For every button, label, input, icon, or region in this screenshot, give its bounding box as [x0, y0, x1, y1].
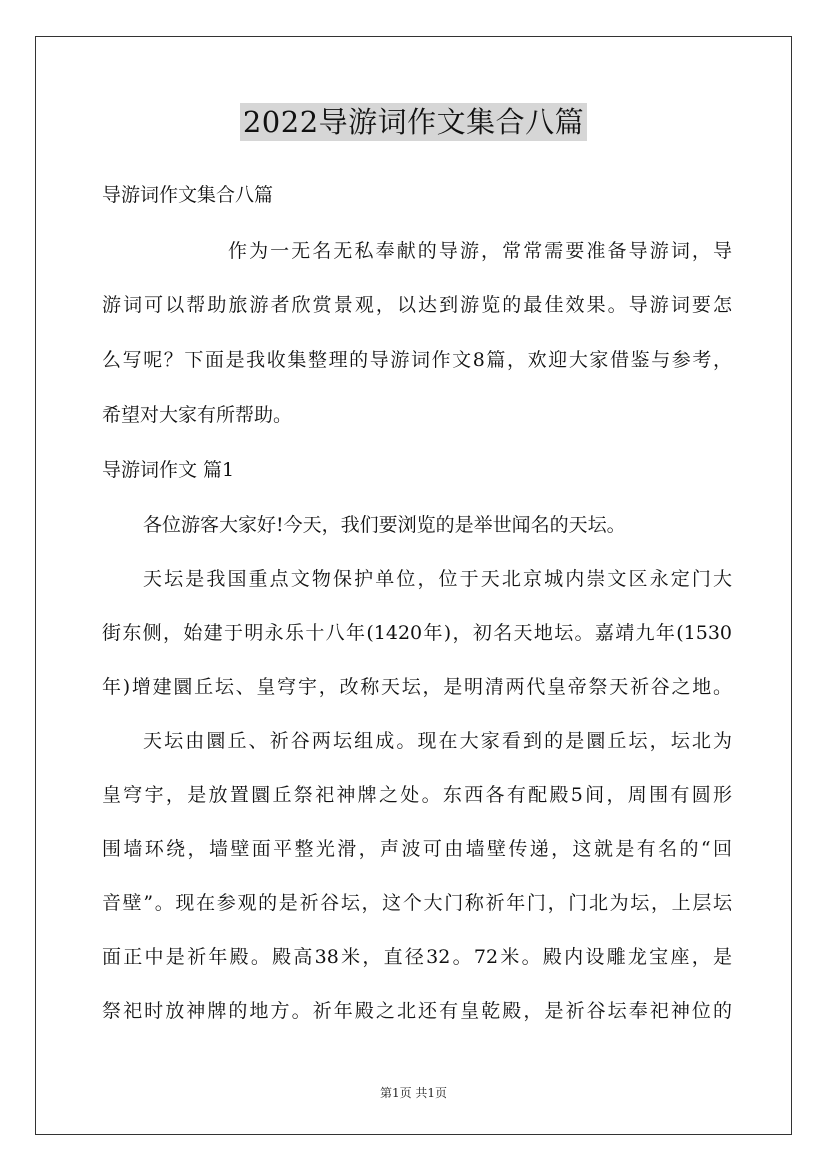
intro-line-4: 希望对大家有所帮助。 [102, 404, 293, 426]
body-line-6: 皇穹宇，是放置圜丘祭祀神牌之处。东西各有配殿5间，周围有圆形 [102, 784, 732, 806]
page-footer: 第1页 共1页 [379, 1086, 448, 1100]
document-title [0, 100, 827, 141]
body-line-2: 天坛是我国重点文物保护单位，位于天北京城内崇文区永定门大 [143, 568, 732, 590]
body-line-9: 面正中是祈年殿。殿高38米，直径32。72米。殿内设雕龙宝座，是 [102, 946, 732, 968]
body-line-8: 音壁”。现在参观的是祈谷坛，这个大门称祈年门，门北为坛，上层坛 [102, 892, 732, 914]
body-line-3: 街东侧，始建于明永乐十八年(1420年)，初名天地坛。嘉靖九年(1530 [102, 622, 732, 644]
section-heading: 导游词作文 篇1 [102, 459, 235, 481]
document-title-text: 2022导游词作文集合八篇 [240, 103, 587, 141]
body-line-10: 祭祀时放神牌的地方。祈年殿之北还有皇乾殿，是祈谷坛奉祀神位的 [102, 1000, 732, 1022]
intro-line-2: 游词可以帮助旅游者欣赏景观，以达到游览的最佳效果。导游词要怎 [102, 294, 732, 316]
body-line-5: 天坛由圜丘、祈谷两坛组成。现在大家看到的是圜丘坛，坛北为 [143, 730, 732, 752]
body-line-7: 围墙环绕，墙壁面平整光滑，声波可由墙壁传递，这就是有名的“回 [102, 838, 732, 860]
document-subtitle: 导游词作文集合八篇 [102, 184, 274, 206]
body-line-1: 各位游客大家好!今天，我们要浏览的是举世闻名的天坛。 [143, 514, 626, 536]
intro-line-3: 么写呢？下面是我收集整理的导游词作文8篇，欢迎大家借鉴与参考， [102, 349, 732, 371]
intro-line-1: 作为一无名无私奉献的导游，常常需要准备导游词，导 [228, 240, 732, 262]
body-line-4: 年)增建圜丘坛、皇穹宇，改称天坛，是明清两代皇帝祭天祈谷之地。 [102, 676, 732, 698]
